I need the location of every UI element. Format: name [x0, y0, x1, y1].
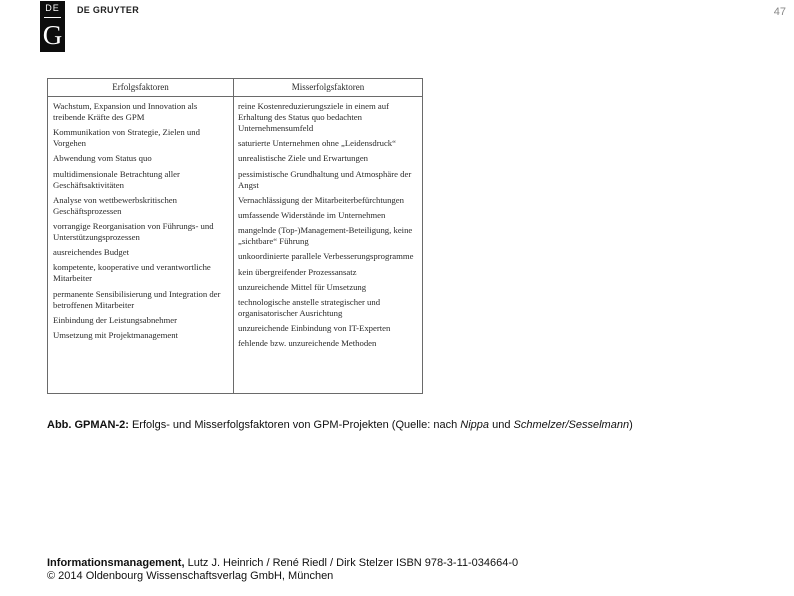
col-header-success: Erfolgsfaktoren	[112, 82, 169, 92]
footer-copyright: © 2014 Oldenbourg Wissenschaftsverlag GmbH, München	[47, 570, 334, 582]
failure-factors-list	[238, 101, 420, 353]
list-item: unzureichende Einbindung von IT-Experten	[238, 323, 391, 334]
list-item: mangelnde (Top-)Management-Beteiligung, keine „sichtbare“ Führung	[238, 225, 413, 247]
list-item: pessimistische Grundhaltung und Atmosphäre der Angst	[238, 168, 412, 190]
logo-divider	[44, 17, 61, 18]
de-gruyter-logo	[40, 1, 65, 52]
footer-authors-isbn: Lutz J. Heinrich / René Riedl / Dirk Stelzer ISBN 978-3-11-034664-0	[187, 557, 519, 569]
caption-end: )	[629, 419, 633, 431]
list-item: Einbindung der Leistungsabnehmer	[53, 314, 178, 325]
factors-table-figure	[47, 78, 423, 394]
list-item: Wachstum, Expansion und Innovation als treibende Kräfte des GPM	[53, 101, 198, 122]
success-factors-list	[53, 101, 229, 345]
list-item: unzureichende Mittel für Umsetzung	[238, 281, 367, 292]
caption-text: Erfolgs- und Misserfolgsfaktoren von GPM-Projekten (Quelle: nach	[131, 419, 458, 431]
list-item: Kommunikation von Strategie, Zielen und Vorgehen	[53, 127, 200, 149]
publisher-name: DE GRUYTER	[77, 5, 140, 15]
col-header-failure: Misserfolgsfaktoren	[291, 82, 365, 92]
caption-and: und	[492, 419, 511, 431]
header-divider	[48, 96, 422, 97]
page-number: 47	[773, 6, 786, 18]
column-divider	[233, 79, 234, 393]
list-item: saturierte Unternehmen ohne „Leidensdruck“	[238, 138, 396, 149]
list-item: Analyse von wettbewerbskritischen Geschäftsprozessen	[53, 194, 178, 216]
list-item: kompetente, kooperative und verantwortliche Mitarbeiter	[53, 262, 211, 284]
list-item: Abwendung vom Status quo	[53, 153, 152, 164]
logo-de-text: DE	[45, 3, 60, 13]
figure-caption	[47, 419, 767, 431]
list-item: multidimensionale Betrachtung aller Geschäftsaktivitäten	[53, 168, 180, 190]
list-item: kein übergreifender Prozessansatz	[238, 266, 357, 277]
caption-author-nippa: Nippa	[460, 419, 490, 431]
footer-book-title: Informationsmanagement,	[47, 557, 185, 569]
list-item: permanente Sensibilisierung und Integration der betroffenen Mitarbeiter	[53, 288, 221, 310]
book-footer	[47, 557, 767, 583]
caption-label: Abb. GPMAN-2:	[47, 419, 129, 431]
list-item: fehlende bzw. unzureichende Methoden	[238, 338, 377, 349]
list-item: Umsetzung mit Projektmanagement	[53, 329, 178, 340]
footer-citation	[47, 557, 767, 570]
list-item: vorrangige Reorganisation von Führungs- und Unterstützungsprozessen	[53, 220, 214, 242]
caption-author-schmelzer: Schmelzer/Sesselmann	[513, 419, 630, 431]
list-item: reine Kostenreduzierungsziele in einem auf Erhaltung des Status quo bedachten Unternehmensumfeld	[238, 101, 390, 133]
list-item: unrealistische Ziele und Erwartungen	[238, 153, 369, 164]
list-item: unkoordinierte parallele Verbesserungsprogramme	[238, 251, 414, 262]
list-item: technologische anstelle strategischer und organisatorischer Ausrichtung	[238, 296, 381, 318]
list-item: Vernachlässigung der Mitarbeiterbefürchtungen	[238, 194, 404, 205]
list-item: umfassende Widerstände im Unternehmen	[238, 209, 386, 220]
logo-g-letter: G	[42, 20, 63, 50]
list-item: ausreichendes Budget	[53, 247, 129, 258]
